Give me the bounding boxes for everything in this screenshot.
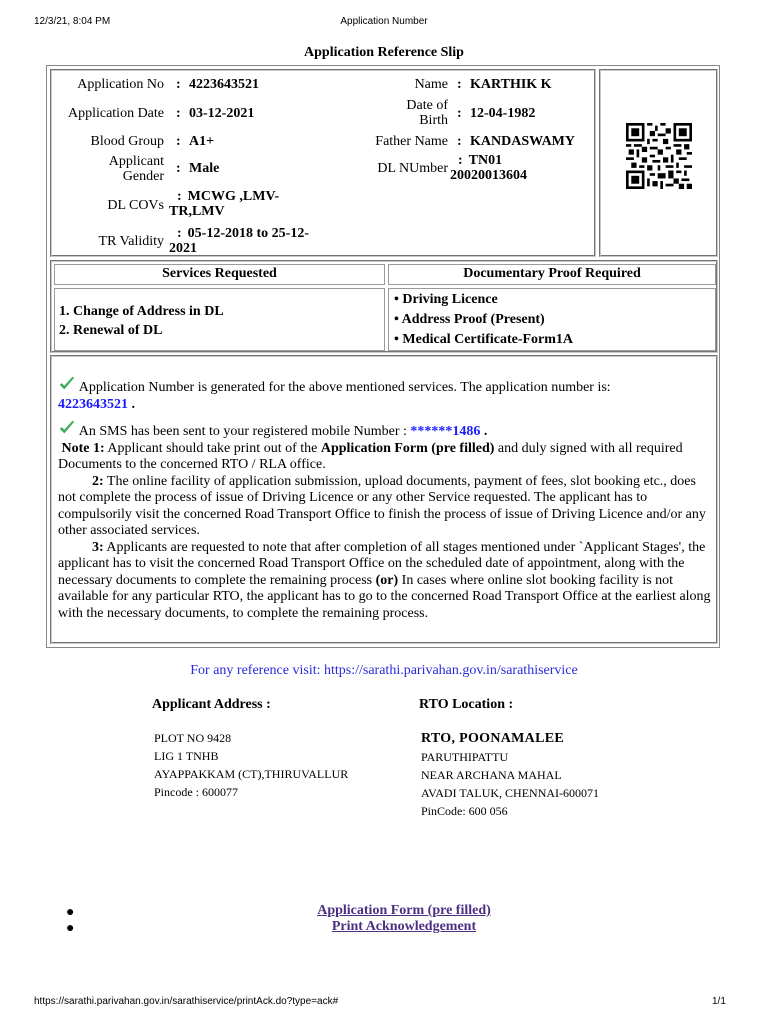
application-number-highlight: 4223643521: [58, 396, 128, 412]
rto-location-heading: RTO Location :: [419, 697, 514, 712]
print-page-title: Application Number: [340, 16, 428, 27]
mobile-number: ******1486: [410, 424, 481, 439]
rto-address-line: AVADI TALUK, CHENNAI-600071: [421, 786, 600, 800]
note-3-or: (or): [375, 572, 399, 588]
label-blood-group: Blood Group: [90, 134, 164, 149]
label-applicant-gender: Applicant Gender: [108, 154, 164, 184]
dl-covs-text: MCWG ,LMV-TR,LMV: [169, 189, 280, 219]
rto-address-line: PARUTHIPATTU: [421, 750, 509, 764]
dl-number-text: TN01 20020013604: [450, 153, 527, 183]
sms-message: An SMS has been sent to your registered mobile Number : ******1486 .: [58, 419, 714, 441]
note-1-text-b: and duly signed with all required Documents to the concerned RTO / RLA office.: [58, 440, 683, 472]
bullet-icon: ●: [66, 921, 75, 936]
value-blood-group: A1+: [189, 134, 215, 149]
label-tr-validity: TR Validity: [98, 234, 164, 249]
note-1-bold: Application Form (pre filled): [320, 440, 495, 456]
value-name: KARTHIK K: [470, 77, 552, 92]
reference-slip: [46, 65, 720, 648]
value-dl-number: [450, 153, 542, 183]
value-dl-covs: [169, 189, 297, 219]
rto-name: RTO, POONAMALEE: [421, 731, 564, 746]
value-application-no: 4223643521: [189, 77, 259, 92]
value-application-date: 03-12-2021: [189, 106, 255, 121]
colon: :: [176, 77, 181, 92]
applicant-info: [50, 69, 596, 257]
colon: :: [176, 161, 181, 176]
services-table: [50, 260, 718, 353]
label-name: Name: [414, 77, 448, 92]
note-2-text: The online facility of application submission, upload documents, payment of fees, slot booking etc., does not complete the process of issue of Driving Licence or any other Service requested. The applicant has to compulsorily visit the concerned Road Transport Office to finish the process of issue of Driving Licence and/or any other associated services.: [58, 473, 706, 538]
reference-link-text: For any reference visit: https://sarathi.parivahan.gov.in/sarathiservice: [190, 663, 578, 678]
note-3-text: Applicants are requested to note that after completion of all stages mentioned under `Applicant Stages', the applicant has to visit the concerned Road Transport Office on the scheduled date of appointment, along with the necessary documents to complete the remaining process: [58, 539, 706, 588]
service-item: 1. Change of Address in DL: [59, 304, 224, 319]
note-1-label: Note 1:: [61, 440, 105, 456]
colon: :: [458, 153, 463, 168]
print-datetime: 12/3/21, 8:04 PM: [34, 16, 111, 27]
applicant-address: [154, 729, 348, 801]
note-3-text-b: In cases where online slot booking facility is not available for any particular RTO, the applicant has to go to the concerned Road Transport Office at the earliest along with the necessary documents, to complete the remaining process.: [58, 572, 711, 621]
check-icon: [58, 375, 76, 393]
document-item: • Driving Licence: [394, 292, 498, 307]
note-2: [58, 474, 714, 540]
address-line: AYAPPAKKAM (CT),THIRUVALLUR: [154, 767, 349, 781]
colon: :: [176, 106, 181, 121]
label-father-name: Father Name: [375, 134, 448, 149]
address-line: PLOT NO 9428: [154, 731, 232, 745]
qr-code-icon: [624, 123, 694, 189]
document-item: • Medical Certificate-Form1A: [394, 332, 574, 347]
note-3-label: 3:: [92, 539, 104, 555]
value-father-name: KANDASWAMY: [470, 134, 575, 149]
slip-title: Application Reference Slip: [304, 45, 464, 60]
rto-address-line: NEAR ARCHANA MAHAL: [421, 768, 562, 782]
label-date-of-birth: Date of Birth: [406, 98, 448, 128]
qr-code-panel: [599, 69, 718, 257]
document-item: • Address Proof (Present): [394, 312, 545, 327]
colon: :: [457, 106, 462, 121]
note-1-text: Applicant should take print out of the: [107, 440, 318, 456]
label-dl-covs: DL COVs: [107, 198, 164, 213]
colon: :: [177, 226, 182, 241]
label-application-date: Application Date: [67, 106, 164, 121]
rto-address: [421, 748, 599, 820]
applicant-address-heading: Applicant Address :: [152, 697, 271, 712]
value-date-of-birth: 12-04-1982: [470, 106, 536, 121]
services-list: [54, 288, 385, 351]
label-dl-number: DL NUmber: [377, 161, 448, 176]
note-2-label: 2:: [92, 473, 104, 489]
address-line: Pincode : 600077: [154, 785, 238, 799]
sms-text: An SMS has been sent to your registered mobile Number :: [78, 424, 407, 439]
note-1: [58, 441, 714, 474]
address-line: LIG 1 TNHB: [154, 749, 219, 763]
tr-validity-text: 05-12-2018 to 25-12-2021: [169, 226, 309, 256]
colon: :: [457, 77, 462, 92]
documents-header: Documentary Proof Required: [388, 264, 716, 285]
service-item: 2. Renewal of DL: [59, 323, 163, 338]
print-acknowledgement-link[interactable]: Print Acknowledgement: [331, 919, 477, 934]
bullet-icon: ●: [66, 905, 75, 920]
label-application-no: Application No: [77, 77, 164, 92]
services-header: Services Requested: [54, 264, 385, 285]
value-applicant-gender: Male: [189, 161, 220, 176]
print-url: https://sarathi.parivahan.gov.in/sarathiservice/printAck.do?type=ack#: [34, 996, 339, 1007]
application-form-link[interactable]: Application Form (pre filled): [317, 903, 491, 918]
colon: :: [457, 134, 462, 149]
documents-list: [388, 288, 716, 351]
check-icon: [58, 419, 76, 437]
colon: :: [177, 189, 182, 204]
app-number-text: Application Number is generated for the above mentioned services. The application number is:: [78, 380, 611, 395]
notes-panel: [50, 355, 718, 644]
note-3: [58, 540, 714, 623]
print-page-count: 1/1: [712, 996, 726, 1007]
app-number-message: Application Number is generated for the above mentioned services. The application number is: 4223643521 .: [58, 375, 714, 413]
colon: :: [176, 134, 181, 149]
value-tr-validity: [169, 226, 329, 256]
rto-address-line: PinCode: 600 056: [421, 804, 508, 818]
